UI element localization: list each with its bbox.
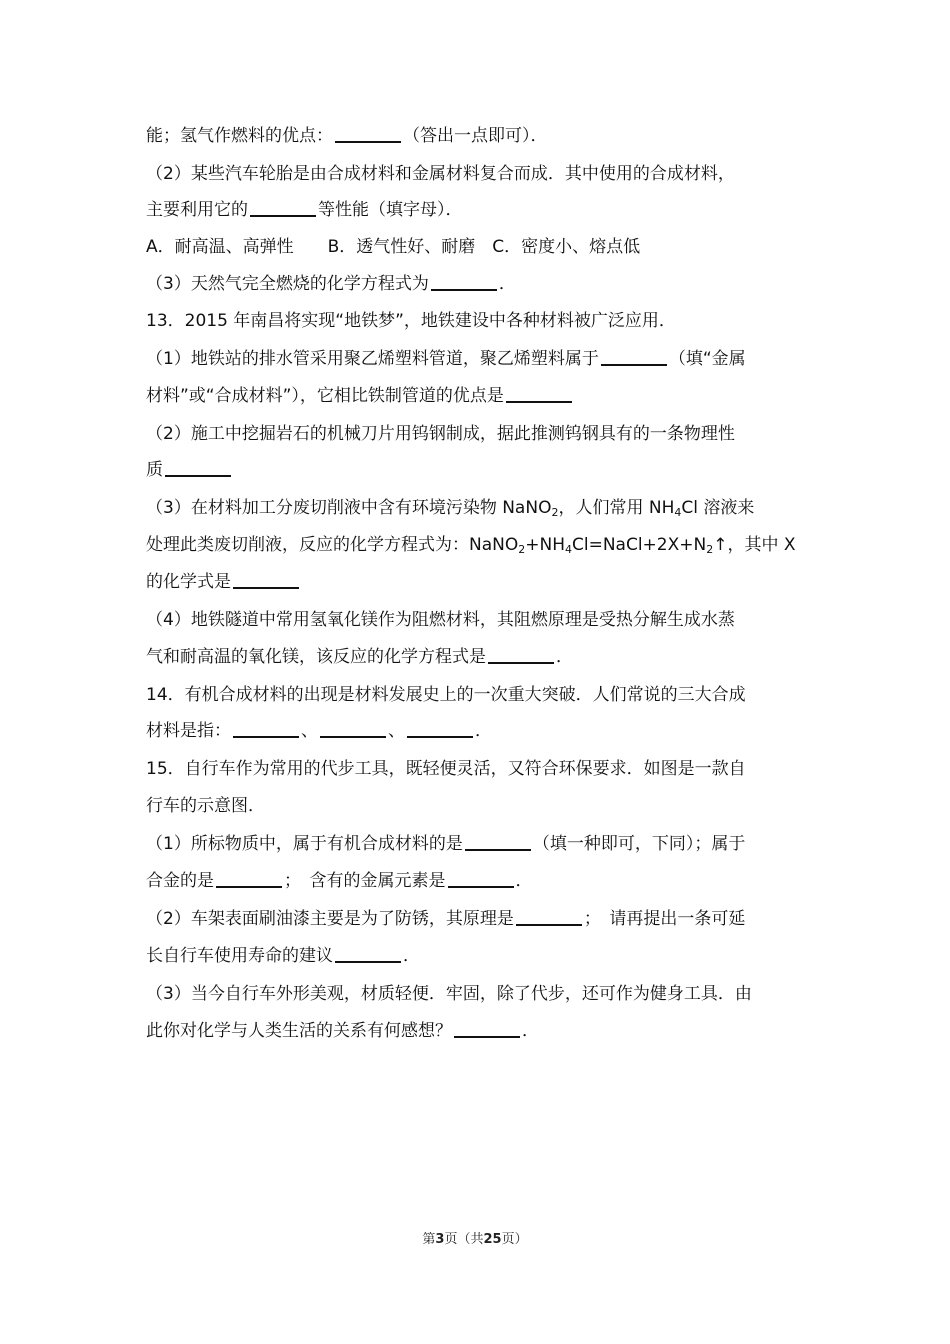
- text: 此你对化学与人类生活的关系有何感想？: [146, 1021, 452, 1041]
- line: [146, 983, 752, 1005]
- text: 15．自行车作为常用的代步工具，既轻便灵活，又符合环保要求．如图是一款自: [146, 759, 746, 779]
- answer-blank: [488, 646, 554, 664]
- text: 、: [301, 721, 318, 741]
- text: （4）地铁隧道中常用氢氧化镁作为阻燃材料，其阻燃原理是受热分解生成水蒸: [146, 610, 735, 630]
- text: （3）在材料加工分废切削液中含有环境污染物 NaNO: [146, 498, 552, 518]
- text: Cl 溶液来: [681, 498, 755, 518]
- line: [146, 236, 640, 258]
- answer-blank: [233, 720, 299, 738]
- subscript: 4: [674, 506, 682, 519]
- answer-blank: [407, 720, 473, 738]
- line: [146, 571, 301, 593]
- line: [146, 348, 746, 370]
- page-footer: [0, 1228, 950, 1247]
- answer-blank: [448, 870, 514, 888]
- text: （答出一点即可）．: [403, 126, 548, 146]
- text: （2）施工中挖掘岩石的机械刀片用钨钢制成，据此推测钨钢具有的一条物理性: [146, 424, 735, 444]
- line: [146, 163, 735, 185]
- text: （2）车架表面刷油漆主要是为了防锈，其原理是: [146, 909, 514, 929]
- text: 长自行车使用寿命的建议: [146, 946, 333, 966]
- text: （1）所标物质中，属于有机合成材料的是: [146, 834, 463, 854]
- line: [146, 534, 796, 556]
- page-number: 3: [435, 1232, 445, 1247]
- text: ．: [556, 647, 573, 667]
- question-heading: [146, 684, 746, 706]
- text: 行车的示意图．: [146, 796, 265, 816]
- text: Cl=NaCl+2X+N: [571, 535, 707, 555]
- text: 材料”或“合成材料”），它相比铁制管道的优点是: [146, 386, 504, 406]
- text: 处理此类废切削液，反应的化学方程式为：NaNO: [146, 535, 519, 555]
- line: [146, 908, 745, 930]
- text: ； 请再提出一条可延: [583, 909, 746, 929]
- text: 质: [146, 460, 163, 480]
- text: ； 含有的金属元素是: [284, 871, 446, 891]
- text: 的化学式是: [146, 572, 231, 592]
- line: [146, 1020, 539, 1042]
- text: 能；氢气作燃料的优点：: [146, 126, 333, 146]
- answer-blank: [506, 385, 572, 403]
- subscript: 2: [518, 543, 526, 556]
- answer-blank: [216, 870, 282, 888]
- text: 14．有机合成材料的出现是材料发展史上的一次重大突破．人们常说的三大合成: [146, 685, 746, 705]
- line: [146, 125, 548, 147]
- answer-blank: [516, 908, 582, 926]
- line: [146, 720, 492, 742]
- line: [146, 646, 573, 668]
- answer-blank: [431, 273, 497, 291]
- answer-blank: [250, 199, 316, 217]
- text: （3）当今自行车外形美观，材质轻便．牢固，除了代步，还可作为健身工具．由: [146, 984, 752, 1004]
- text: 、: [388, 721, 405, 741]
- question-heading: [146, 310, 676, 332]
- line: [146, 199, 463, 221]
- subscript: 2: [551, 506, 559, 519]
- line: [146, 459, 233, 481]
- text: ．: [498, 274, 516, 294]
- answer-blank: [320, 720, 386, 738]
- text: 等性能（填字母）．: [318, 200, 463, 220]
- answer-blank: [165, 459, 231, 477]
- text: （填“金属: [668, 349, 746, 369]
- text: ．: [475, 721, 492, 741]
- answer-blank: [335, 945, 401, 963]
- text: ．: [403, 946, 420, 966]
- line: [146, 833, 745, 855]
- text: A．耐高温、高弹性 B．透气性好、耐磨 C．密度小、熔点低: [146, 237, 641, 257]
- line: [146, 870, 533, 892]
- line: [146, 609, 735, 631]
- answer-blank: [601, 348, 667, 366]
- text: （3）天然气完全燃烧的化学方程式为: [146, 274, 429, 294]
- text: 材料是指：: [146, 721, 231, 741]
- line: [146, 795, 265, 817]
- line: [146, 423, 735, 445]
- text: 气和耐高温的氧化镁，该反应的化学方程式是: [146, 647, 486, 667]
- answer-blank: [465, 833, 531, 851]
- text: 13．2015 年南昌将实现“地铁梦”，地铁建设中各种材料被广泛应用．: [146, 311, 676, 331]
- text: 主要利用它的: [146, 200, 248, 220]
- text: （1）地铁站的排水管采用聚乙烯塑料管道，聚乙烯塑料属于: [146, 349, 599, 369]
- line: [146, 273, 516, 295]
- page-total: 25: [483, 1232, 502, 1247]
- subscript: 4: [564, 543, 572, 556]
- text: ，人们常用 NH: [558, 498, 675, 518]
- line: [146, 385, 574, 407]
- question-heading: [146, 758, 746, 780]
- answer-blank: [454, 1020, 520, 1038]
- text: +NH: [525, 535, 565, 555]
- text: （填一种即可，下同）；属于: [532, 834, 746, 854]
- text: ．: [515, 871, 533, 891]
- footer-text: 页）: [501, 1232, 528, 1247]
- answer-blank: [233, 571, 299, 589]
- text: （2）某些汽车轮胎是由合成材料和金属材料复合而成．其中使用的合成材料，: [146, 164, 735, 184]
- answer-blank: [335, 125, 401, 143]
- line: [146, 945, 420, 967]
- footer-text: 第: [422, 1232, 436, 1247]
- footer-text: 页（共: [444, 1232, 484, 1247]
- subscript: 2: [706, 543, 714, 556]
- text: ↑，其中 X: [713, 535, 796, 555]
- text: 合金的是: [146, 871, 214, 891]
- line: [146, 497, 754, 519]
- text: ．: [522, 1021, 539, 1041]
